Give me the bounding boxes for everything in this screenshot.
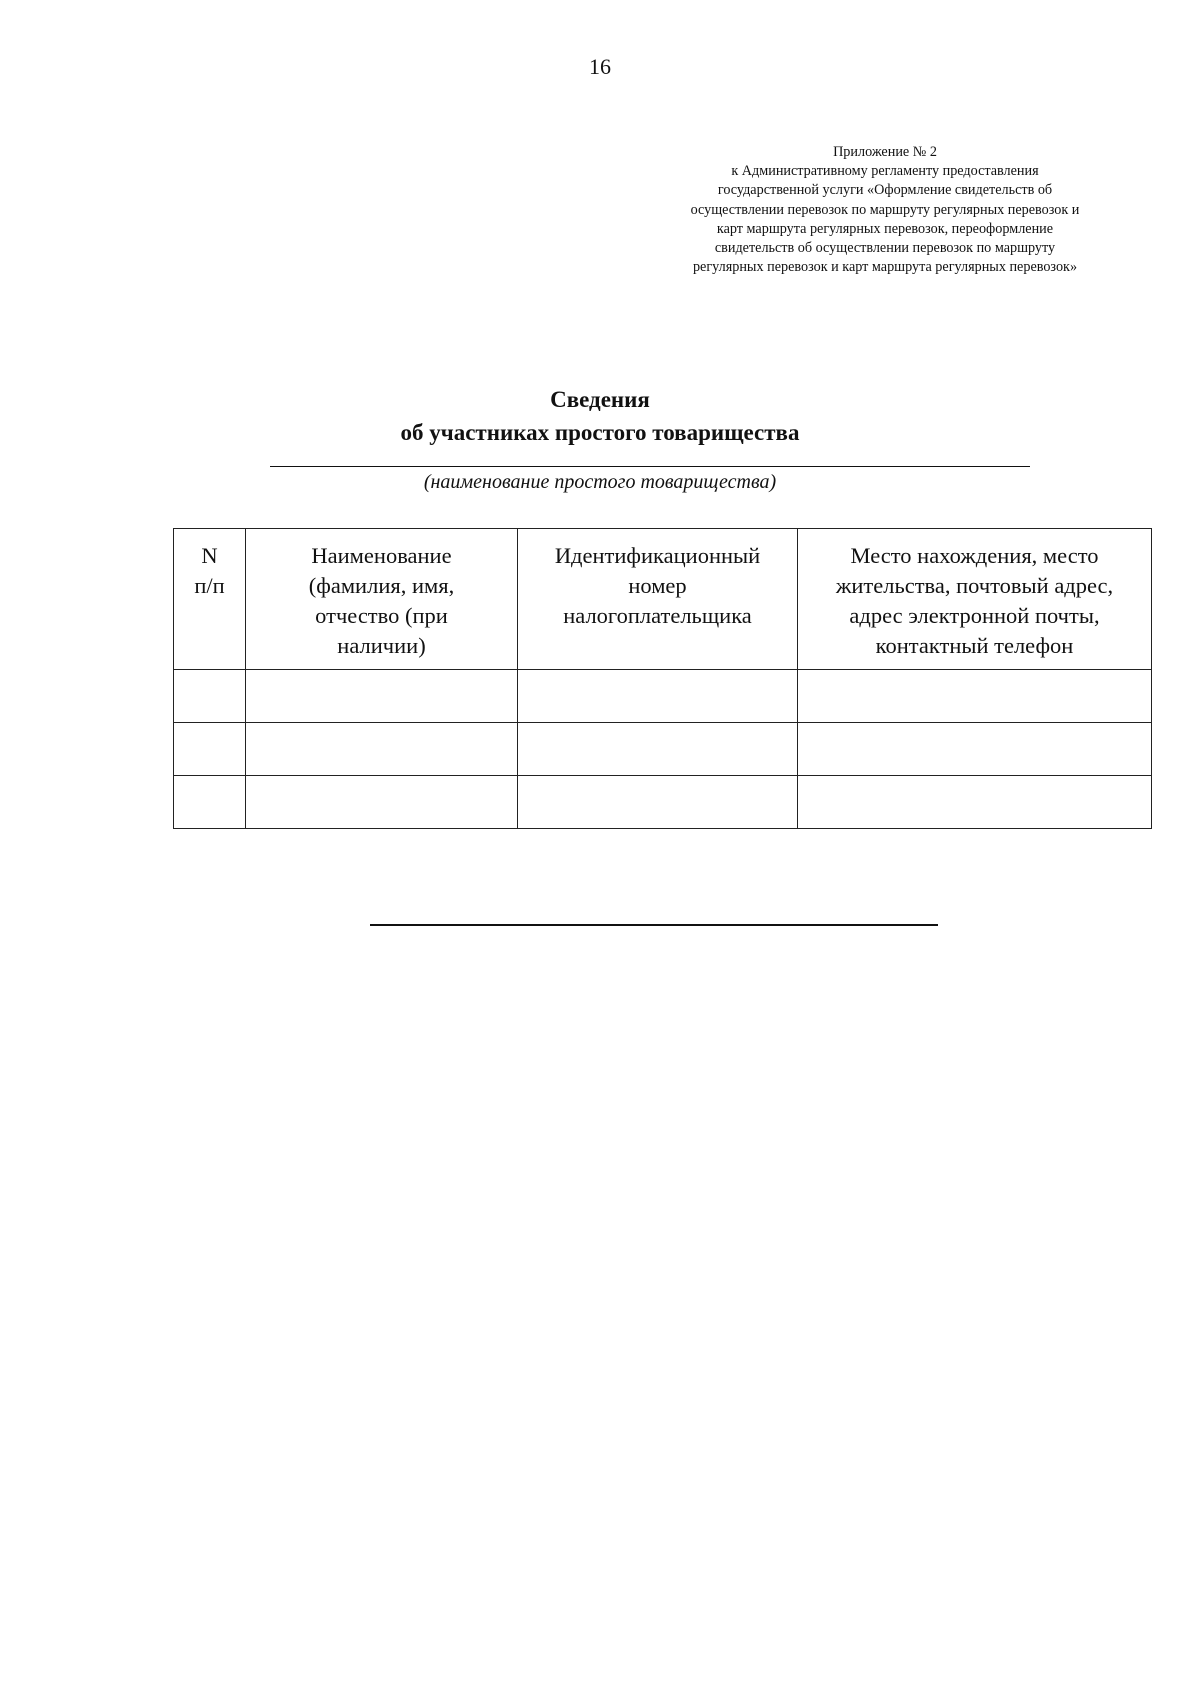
table-row [174, 776, 1152, 829]
table-row [174, 723, 1152, 776]
appendix-line: государственной услуги «Оформление свидетельств об [717, 182, 1053, 199]
table-cell [246, 670, 518, 723]
column-header-name: Наименование (фамилия, имя, отчество (при наличии) [246, 529, 518, 670]
table-cell [246, 723, 518, 776]
table-cell [518, 776, 798, 829]
table-cell [174, 670, 246, 723]
appendix-line: осуществлении перевозок по маршруту регулярных перевозок и [690, 201, 1080, 218]
appendix-line: карт маршрута регулярных перевозок, переоформление [716, 220, 1054, 237]
table-cell [518, 723, 798, 776]
table-cell [518, 670, 798, 723]
table-cell [174, 723, 246, 776]
table-cell [798, 776, 1152, 829]
column-header-tax-id: Идентификационный номер налогоплательщика [518, 529, 798, 670]
appendix-line: Приложение № 2 [833, 144, 937, 160]
participants-table [173, 528, 1152, 829]
table-cell [246, 776, 518, 829]
document-subtitle-line: об участниках простого товарищества [400, 420, 800, 445]
column-header-address: Место нахождения, место жительства, почтовый адрес, адрес электронной почты, контактный телефон [798, 529, 1152, 670]
table-row [174, 670, 1152, 723]
partnership-name-field [270, 466, 1030, 467]
table-cell [798, 723, 1152, 776]
document-title [0, 383, 1200, 449]
table-header-row [174, 529, 1152, 670]
appendix-note [650, 143, 1120, 277]
page-number: 16 [589, 54, 611, 79]
table-cell [174, 776, 246, 829]
column-header-number: N п/п [174, 529, 246, 670]
document-title-line: Сведения [550, 387, 650, 412]
appendix-line: свидетельств об осуществлении перевозок по маршруту [714, 240, 1056, 257]
table-cell [798, 670, 1152, 723]
closing-divider [370, 924, 938, 926]
appendix-line: регулярных перевозок и карт маршрута регулярных перевозок» [692, 259, 1078, 276]
appendix-line: к Административному регламенту предоставления [731, 163, 1039, 180]
partnership-name-caption: (наименование простого товарищества) [423, 471, 777, 493]
